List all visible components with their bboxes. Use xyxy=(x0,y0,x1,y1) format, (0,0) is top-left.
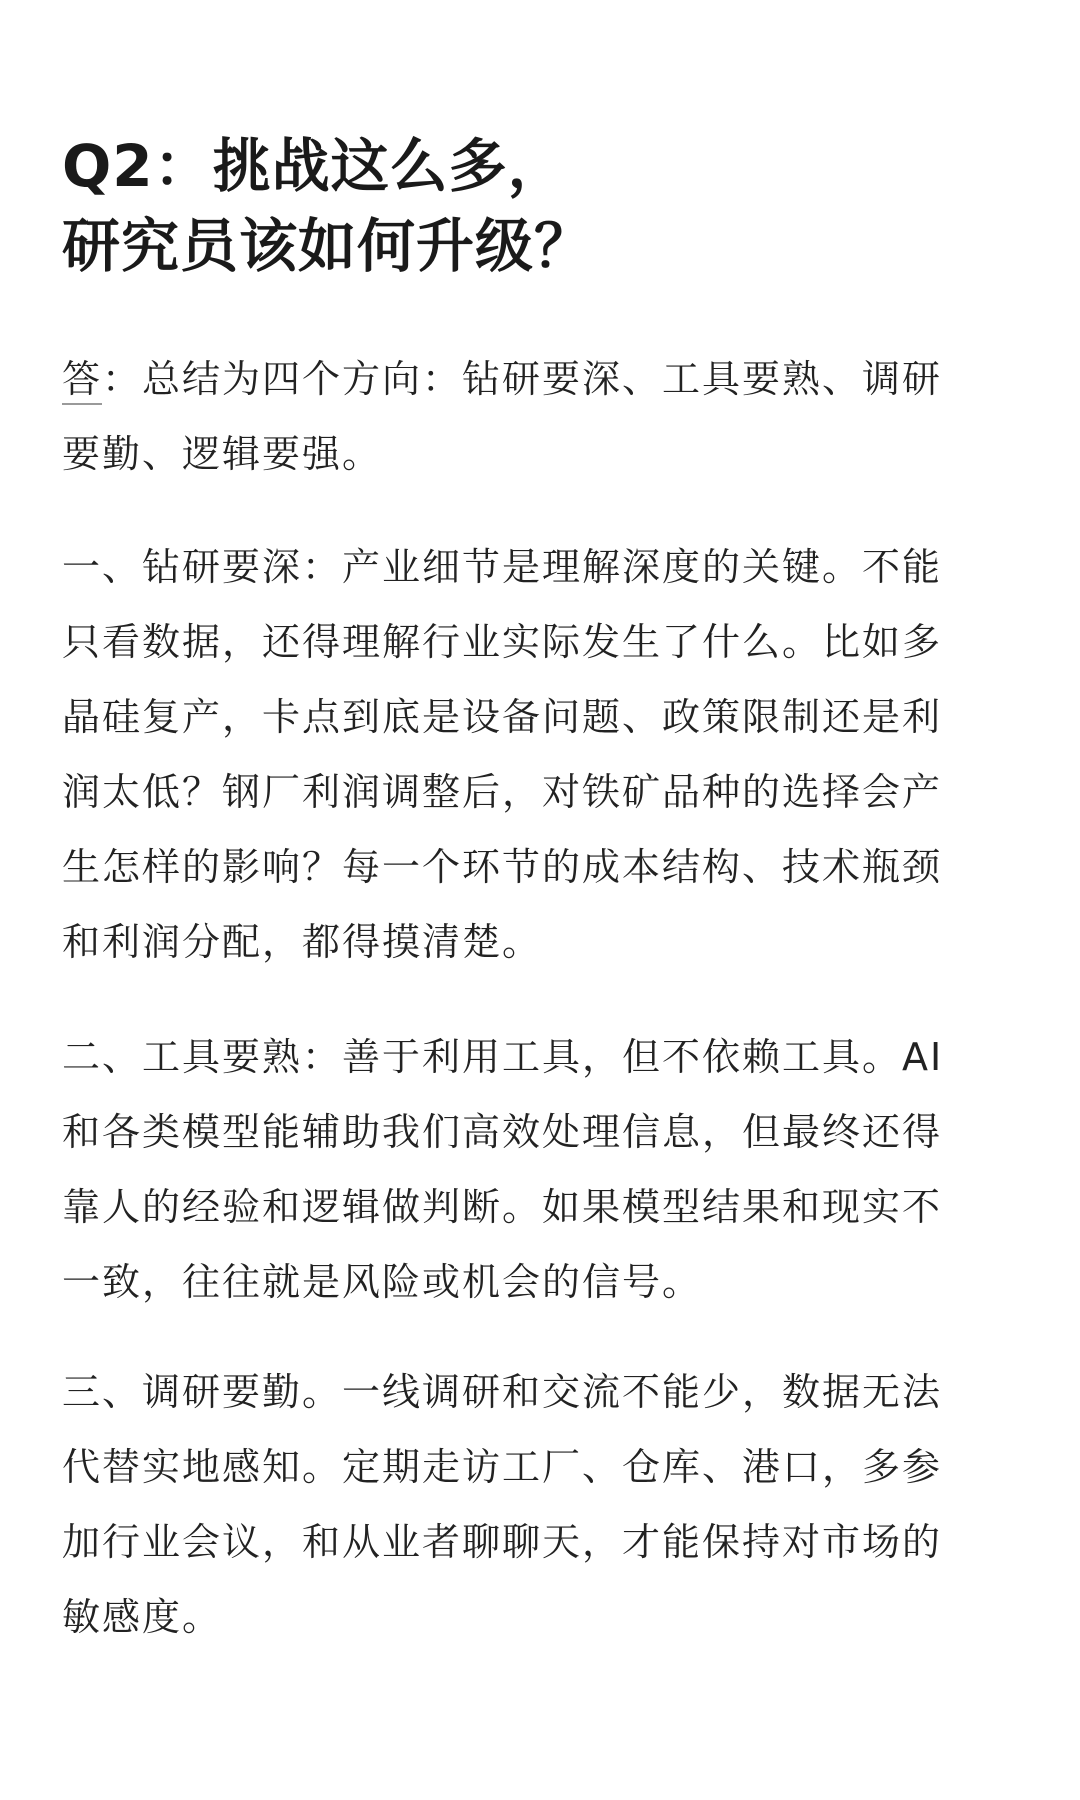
section-2-line: 和各类模型能辅助我们高效处理信息，但最终还得 xyxy=(62,1110,943,1154)
answer-line-2: 要勤、逻辑要强。 xyxy=(62,432,383,476)
section-1-line: 润太低？钢厂利润调整后，对铁矿品种的选择会产 xyxy=(62,770,943,814)
section-3-line: 敏感度。 xyxy=(62,1595,223,1639)
title-line-2: 研究员该如何升级？ xyxy=(62,212,594,280)
section-3-paragraph xyxy=(62,1355,1024,1655)
section-1-line: 只看数据，还得理解行业实际发生了什么。比如多 xyxy=(62,620,943,664)
section-2-paragraph xyxy=(62,1020,1024,1320)
section-1-paragraph xyxy=(62,530,1024,980)
section-1-line: 和利润分配，都得摸清楚。 xyxy=(62,920,543,964)
title-line-1: Q2：挑战这么多， xyxy=(62,132,567,200)
answer-line-1 xyxy=(62,342,1024,417)
answer-label: 答 xyxy=(62,357,102,405)
answer-paragraph xyxy=(62,342,1024,492)
section-2-line: 二、工具要熟：善于利用工具，但不依赖工具。AI xyxy=(62,1035,944,1079)
section-3-line: 加行业会议，和从业者聊聊天，才能保持对市场的 xyxy=(62,1520,943,1564)
section-2-line: 一致，往往就是风险或机会的信号。 xyxy=(62,1260,703,1304)
answer-line-1-text: ：总结为四个方向：钻研要深、工具要熟、调研 xyxy=(102,357,943,401)
section-3-line: 代替实地感知。定期走访工厂、仓库、港口，多参 xyxy=(62,1445,943,1489)
section-2-line: 靠人的经验和逻辑做判断。如果模型结果和现实不 xyxy=(62,1185,943,1229)
section-1-line: 一、钻研要深：产业细节是理解深度的关键。不能 xyxy=(62,545,943,589)
section-1-line: 生怎样的影响？每一个环节的成本结构、技术瓶颈 xyxy=(62,845,943,889)
page-title xyxy=(62,126,1022,286)
section-1-line: 晶硅复产，卡点到底是设备问题、政策限制还是利 xyxy=(62,695,943,739)
section-3-line: 三、调研要勤。一线调研和交流不能少，数据无法 xyxy=(62,1370,943,1414)
